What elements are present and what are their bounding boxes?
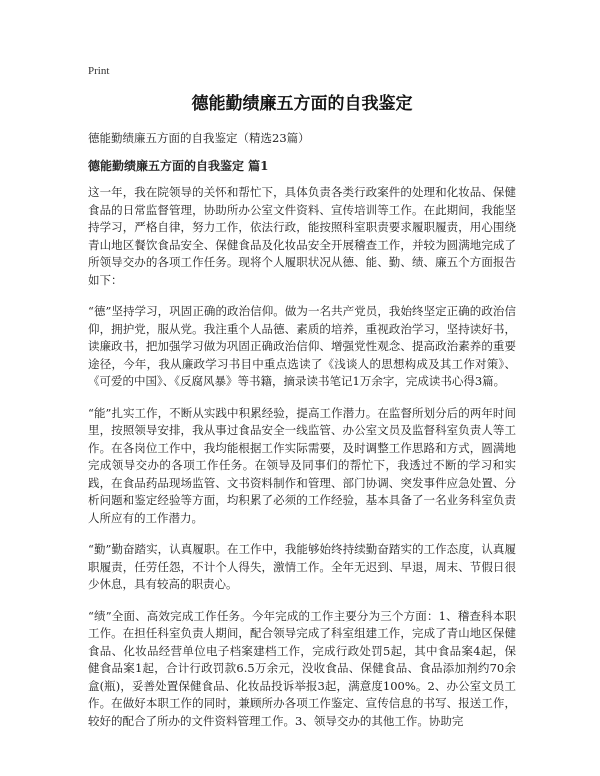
document-title: 德能勤绩廉五方面的自我鉴定 [191, 94, 413, 114]
paragraph-ji: “绩”全面、高效完成工作任务。今年完成的工作主要分为三个方面：1、稽查科本职工作。在担任科室负责人期间，配合领导完成了科室组建工作，完成了青山地区保健食品、化妆品经营单位电子档案建档工作，完成行政处罚5起，其中食品案4起，保健食品案1起，合计行政罚款6.5万余元，没收食品、保健食品、食品添加剂约70余盒(瓶)，妥善处置保健食品、化妆品投诉举报3起，满意度100%。2、办公室文员工作。在做好本职工作的同时，兼顾所办各项工作鉴定、宣传信息的书写、报送工作，较好的配合了所办的文件资料管理工作。3、领导交办的其他工作。协助完 [88, 608, 516, 728]
paragraph-neng: “能”扎实工作，不断从实践中积累经验，提高工作潜力。在监督所划分后的两年时间里，按照领导安排，我从事过食品安全一线监管、办公室文员及监督科室负责人等工作。在各岗位工作中，我均能根据工作实际需要，及时调整工作思路和方式，圆满地完成领导交办的各项工作任务。在领导及同事们的帮忙下，我透过不断的学习和实践，在食品药品现场监管、文书资料制作和管理、部门协调、突发事件应急处置、分析问题和鉴定经验等方面，均积累了必须的工作经验，基本具备了一名业务科室负责人所应有的工作潜力。 [88, 405, 516, 525]
paragraph-qin: “勤”勤奋踏实，认真履职。在工作中，我能够始终持续勤奋踏实的工作态度，认真履职履责，任劳任怨，不计个人得失，激情工作。全年无迟到、早退，周末、节假日很少休息，具有较高的职责心。 [88, 542, 516, 591]
print-label: Print [88, 65, 110, 77]
paragraph-de: “德”坚持学习，巩固正确的政治信仰。做为一名共产党员，我始终坚定正确的政治信仰，拥护党，服从党。我注重个人品德、素质的培养，重视政治学习，坚持读好书，读廉政书，把加强学习做为巩固正确政治信仰、增强党性观念、提高政治素养的重要途径，今年，我从廉政学习书目中重点选读了《浅谈人的思想构成及其工作对策》、《可爱的中国》、《反腐风暴》等书籍，摘录读书笔记1万余字，完成读书心得3篇。 [88, 304, 516, 388]
paragraph-intro: 这一年，我在院领导的关怀和帮忙下，具体负责各类行政案件的处理和化妆品、保健食品的日常监督管理，协助所办公室文件资料、宣传培训等工作。在此期间，我能坚持学习，严格自律，努力工作，依法行政，能按照科室职责要求履职履责，用心围绕青山地区餐饮食品安全、保健食品及化妆品安全开展稽查工作，并较为圆满地完成了所领导交办的各项工作任务。现将个人履职状况从德、能、勤、绩、廉五个方面报告如下： [88, 185, 516, 287]
section-heading: 德能勤绩廉五方面的自我鉴定 篇1 [88, 159, 269, 173]
document-subtitle: 德能勤绩廉五方面的自我鉴定（精选23篇） [88, 131, 310, 145]
document-page [88, 64, 516, 744]
